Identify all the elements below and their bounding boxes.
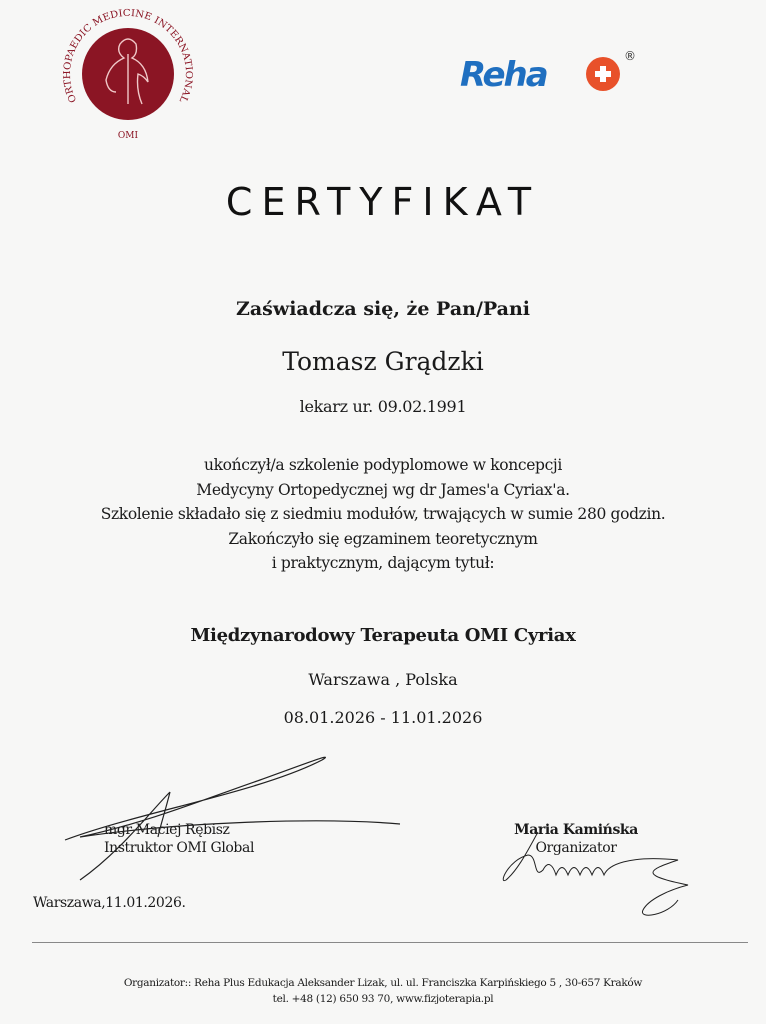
course-location: Warszawa , Polska [308, 670, 458, 689]
recipient-name: Tomasz Grądzki [282, 347, 484, 376]
body-line: Zakończyło się egzaminem teoretycznym [228, 529, 538, 548]
issue-place-date: Warszawa,11.01.2026. [33, 895, 186, 911]
certificate-body [0, 453, 766, 576]
organizer-signature-scribble [498, 830, 698, 930]
recipient-occupation: lekarz ur. 09.02.1991 [299, 397, 467, 416]
award-title: Międzynarodowy Terapeuta OMI Cyriax [190, 625, 576, 646]
reha-plus-logo [458, 46, 643, 96]
registered-mark: ® [624, 49, 636, 63]
footer [0, 975, 766, 1007]
footer-organizer-address: Organizator:: Reha Plus Edukacja Aleksander Lizak, ul. ul. Franciszka Karpińskiego 5 , 30-657 Kraków [123, 977, 643, 989]
footer-contact: tel. +48 (12) 650 93 70, www.fizjoterapia.pl [272, 993, 494, 1005]
certificate-title: CERTYFIKAT [225, 180, 541, 224]
attestation-text: Zaświadcza się, że Pan/Pani [235, 298, 531, 320]
footer-divider [32, 942, 748, 943]
instructor-role: Instruktor OMI Global [104, 840, 255, 856]
omi-logo [58, 8, 198, 144]
reha-logo-text: Reha [460, 55, 547, 95]
omi-bottom-text: OMI [117, 131, 139, 141]
organizer-name: Maria Kamińska [514, 822, 638, 838]
body-line: Szkolenie składało się z siedmiu modułów, trwających w sumie 280 godzin. [100, 505, 666, 523]
body-line: Medycyny Ortopedycznej wg dr James'a Cyriax'a. [196, 480, 570, 499]
body-line: ukończył/a szkolenie podyplomowe w koncepcji [204, 456, 562, 474]
organizer-role: Organizator [535, 840, 617, 856]
instructor-name: mgr Maciej Rębisz [104, 822, 230, 838]
instructor-signature-scribble [60, 752, 410, 887]
body-line: i praktycznym, dającym tytuł: [271, 554, 495, 572]
course-dates: 08.01.2026 - 11.01.2026 [283, 708, 483, 727]
omi-ring-text-path: ORTHOPAEDIC MEDICINE INTERNATIONAL [61, 8, 195, 105]
